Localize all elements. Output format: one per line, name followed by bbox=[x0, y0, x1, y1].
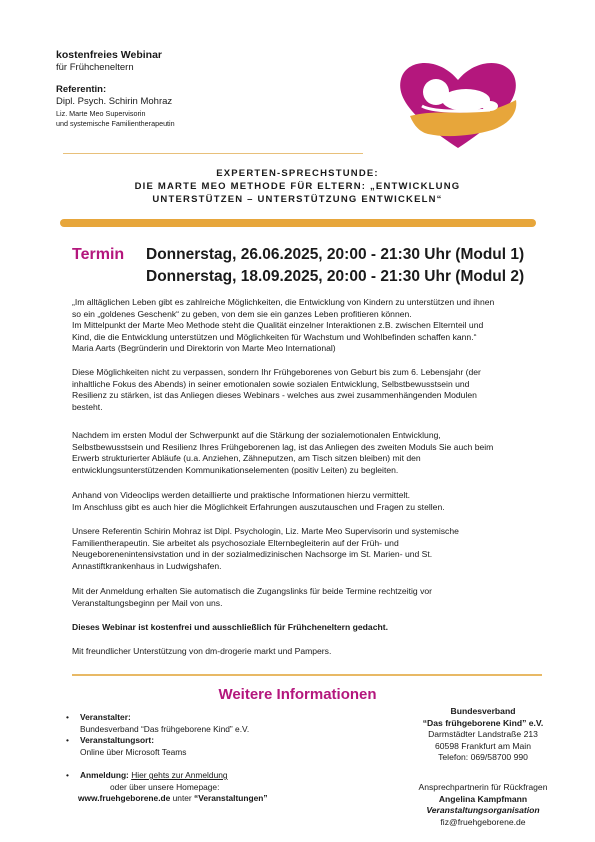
headline-line-2: DIE MARTE MEO METHODE FÜR ELTERN: „ENTWICKLUNG bbox=[134, 181, 461, 192]
termin-date-1: Donnerstag, 26.06.2025, 20:00 - 21:30 Uhr (Modul 1) bbox=[146, 246, 525, 263]
paragraph-line: Mit der Anmeldung erhalten Sie automatisch die Zugangslinks für beide Termine rechtzeitig vor bbox=[72, 586, 433, 596]
paragraph-line: Anhand von Videoclips werden detaillierte und praktische Informationen hierzu vermittelt. bbox=[72, 490, 411, 500]
target-audience: für Frühcheneltern bbox=[56, 62, 134, 73]
contact-label: Ansprechpartnerin für Rückfragen bbox=[418, 782, 548, 792]
contact-role: Veranstaltungsorganisation bbox=[426, 805, 540, 816]
quote-line: Kind, die die Entwicklung unterstützen und Möglichkeiten für Wachstum und Wohlbefinden schaffen kann.“ bbox=[72, 331, 477, 342]
event-details-list bbox=[66, 712, 366, 805]
baby-in-hand-heart-logo bbox=[392, 56, 524, 156]
org-phone: Telefon: 069/58700 990 bbox=[438, 752, 528, 763]
quote-line: „Im alltäglichen Leben gibt es zahlreiche Möglichkeiten, die Entwicklung von Kindern zu unterstützen und ihnen bbox=[72, 297, 495, 307]
paragraph-line: entwicklungsunterstützenden Kommunikationselementen (positiv Leiten) zu begleiten. bbox=[72, 464, 399, 475]
registration-alt-line bbox=[66, 782, 366, 794]
paragraph-5 bbox=[72, 526, 552, 572]
website-link[interactable]: www.fruehgeborene.de bbox=[78, 793, 171, 803]
paragraph-line: besteht. bbox=[72, 401, 103, 412]
bullet-icon: • bbox=[66, 770, 69, 780]
bullet-icon: • bbox=[66, 712, 69, 722]
org-name-line-1: Bundesverband bbox=[450, 706, 516, 716]
referent-name: Dipl. Psych. Schirin Mohraz bbox=[56, 96, 173, 107]
webinar-type: kostenfreies Webinar bbox=[56, 49, 163, 61]
quote-line: so ein „goldenes Geschenk“ zu geben, von dem sie ein ganzes Leben profitieren können. bbox=[72, 308, 412, 319]
list-item bbox=[66, 770, 366, 782]
org-name-line-2: “Das frühgeborene Kind” e.V. bbox=[422, 717, 544, 728]
free-note: Dieses Webinar ist kostenfrei und ausschließlich für Frühcheneltern gedacht. bbox=[72, 622, 388, 632]
paragraph-line: Unsere Referentin Schirin Mohraz ist Dipl. Psychologin, Liz. Marte Meo Supervisorin und systemische bbox=[72, 526, 459, 536]
website-line bbox=[66, 793, 366, 805]
organizer-value: Bundesverband “Das frühgeborene Kind” e.V. bbox=[80, 723, 250, 734]
org-city: 60598 Frankfurt am Main bbox=[434, 740, 531, 751]
paragraph-line: Nachdem im ersten Modul der Schwerpunkt auf die Stärkung der sozialemotionalen Entwicklung, bbox=[72, 430, 441, 440]
list-item bbox=[66, 712, 366, 735]
paragraph-line: Diese Möglichkeiten nicht zu verpassen, sondern Ihr Frühgeborenes von Geburt bis zum 6. Lebensjahr (der bbox=[72, 367, 481, 377]
paragraph-2 bbox=[72, 367, 552, 413]
headline-divider bbox=[60, 219, 536, 227]
headline-line-1: EXPERTEN-SPRECHSTUNDE: bbox=[216, 168, 379, 179]
website-section: “Veranstaltungen” bbox=[194, 793, 268, 803]
quote-line: Maria Aarts (Begründerin und Direktorin von Marte Meo International) bbox=[72, 343, 336, 354]
support-note: Mit freundlicher Unterstützung von dm-drogerie markt und Pampers. bbox=[72, 646, 332, 656]
paragraph-line: Im Anschluss gibt es auch hier die Möglichkeit Erfahrungen auszutauschen und Fragen zu stellen. bbox=[72, 501, 445, 512]
contact-person bbox=[408, 782, 558, 828]
paragraph-line: inhaltliche Fokus des Abends) in seiner emotionalen sowie sozialen Entwicklung, Selbstbewusstsein und bbox=[72, 378, 470, 389]
event-headline bbox=[90, 167, 505, 206]
organizer-label: Veranstalter: bbox=[80, 712, 131, 722]
header-divider bbox=[63, 153, 363, 154]
paragraph-line: Erwerb strukturierter Abläufe (u.a. Anziehen, Zähneputzen, am Tisch sitzen bleiben) mit den bbox=[72, 453, 421, 464]
registration-link[interactable]: Hier gehts zur Anmeldung bbox=[131, 770, 228, 780]
termin-label: Termin bbox=[72, 246, 125, 263]
organization-address bbox=[408, 706, 558, 764]
paragraph-4 bbox=[72, 490, 552, 513]
referent-label: Referentin: bbox=[56, 84, 107, 95]
paragraph-line: Neugeborenenintensivstation und in der sozialmedizinischen Nachsorge im St. Marien- und St. bbox=[72, 549, 433, 560]
paragraph-3 bbox=[72, 430, 552, 476]
headline-line-3: UNTERSTÜTZEN – UNTERSTÜTZUNG ENTWICKELN“ bbox=[152, 194, 443, 205]
paragraph-line: Annastiftkrankenhaus in Ludwigshafen. bbox=[72, 560, 222, 571]
org-street: Darmstädter Landstraße 213 bbox=[428, 729, 538, 740]
paragraph-line: Veranstaltungsbeginn per Mail von uns. bbox=[72, 597, 223, 608]
footer-divider bbox=[72, 674, 542, 676]
paragraph-line: Selbstbewusstsein und Resilienz Ihres Frühgeborenen lag, ist das Anliegen des zweiten Moduls Sie auch beim bbox=[72, 441, 494, 452]
quote-line: Im Mittelpunkt der Marte Meo Methode steht die Qualität einzelner Interaktionen z.B. zwischen Elternteil und bbox=[72, 320, 484, 331]
paragraph-line: Familientherapeutin. Sie arbeitet als psychosoziale Elternbegleiterin auf der Früh- und bbox=[72, 537, 399, 548]
registration-alt: oder über unsere Homepage: bbox=[110, 781, 220, 792]
more-info-title: Weitere Informationen bbox=[218, 686, 377, 703]
paragraph-6 bbox=[72, 586, 552, 609]
referent-qualification-1: Liz. Marte Meo Supervisorin bbox=[56, 109, 146, 118]
paragraph-line: Resilienz zu stärken, ist das Anliegen dieses Webinars - welches aus zwei zusammenhängenden Modulen bbox=[72, 390, 477, 401]
contact-name: Angelina Kampfmann bbox=[438, 793, 528, 804]
referent-qualification-2: und systemische Familientherapeutin bbox=[56, 119, 175, 128]
quote-paragraph bbox=[72, 297, 552, 355]
list-item bbox=[66, 735, 366, 758]
registration-label: Anmeldung: bbox=[80, 770, 129, 780]
termin-date-2: Donnerstag, 18.09.2025, 20:00 - 21:30 Uhr (Modul 2) bbox=[146, 268, 525, 285]
contact-email[interactable]: fiz@fruehgeborene.de bbox=[440, 816, 526, 827]
location-label: Veranstaltungsort: bbox=[80, 735, 154, 745]
website-suffix: unter bbox=[172, 793, 192, 803]
bullet-icon: • bbox=[66, 735, 69, 745]
location-value: Online über Microsoft Teams bbox=[80, 746, 187, 757]
